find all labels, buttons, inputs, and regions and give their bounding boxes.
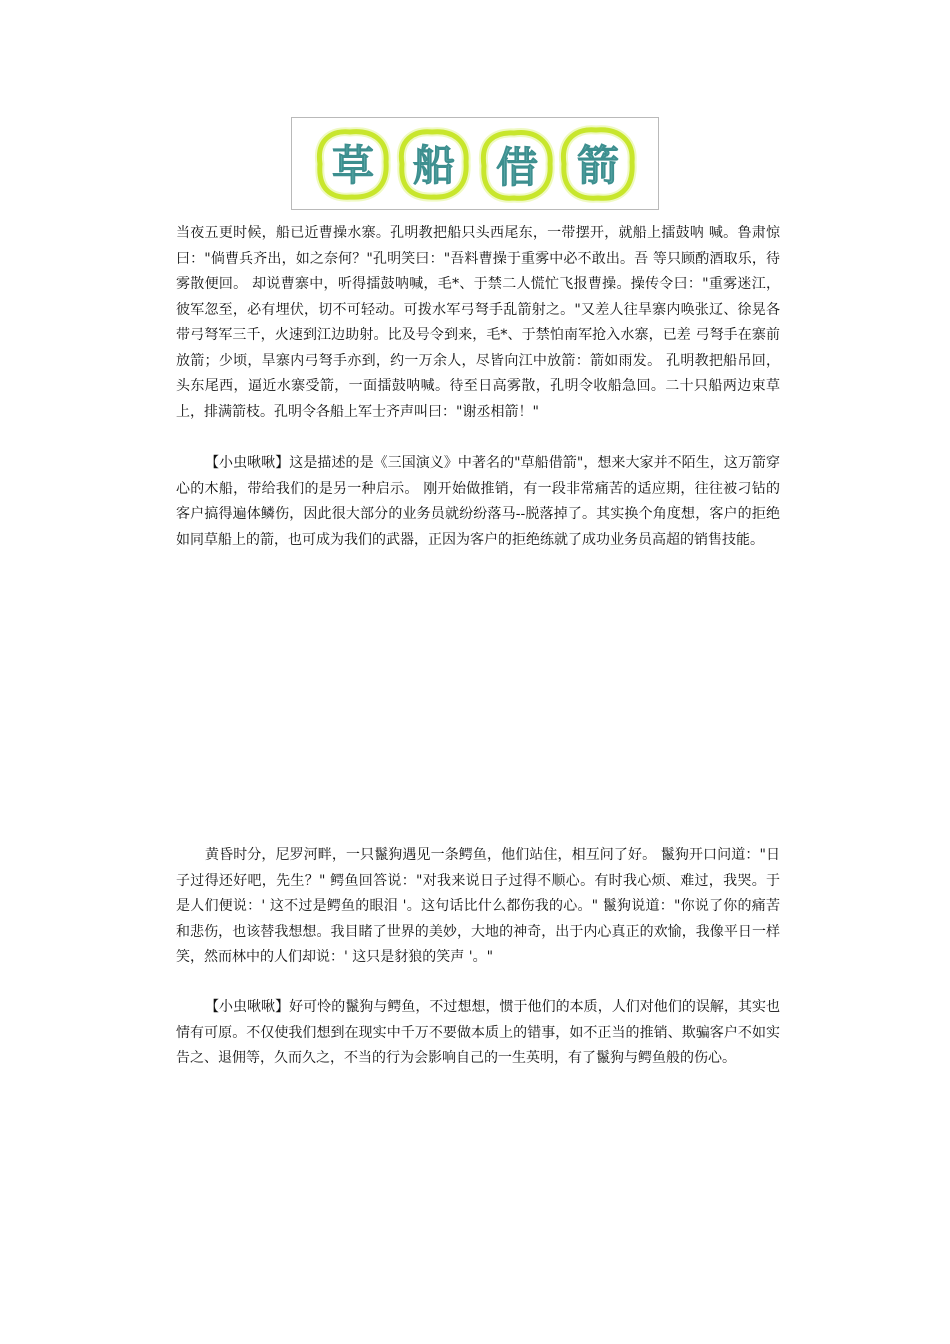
commentary-paragraph-1: 【小虫啾啾】这是描述的是《三国演义》中著名的"草船借箭"，想来大家并不陌生，这万箭穿心的木船，带给我们的是另一种启示。 刚开始做推销，有一段非常痛苦的适应期，往往被刁钻的客户搞得遍体鳞伤，因此很大部分的业务员就纷纷落马--脱落掉了。其实换个角度想，客户的拒绝如同草船上的箭，也可成为我们的武器，正因为客户的拒绝练就了成功业务员高超的销售技能。 [176,455,780,548]
story-paragraph-straw-boats: 当夜五更时候，船已近曹操水寨。孔明教把船只头西尾东，一带摆开，就船上擂鼓呐 喊。鲁肃惊曰："倘曹兵齐出，如之奈何？"孔明笑曰："吾料曹操于重雾中必不敢出。吾 等只顾酌酒取乐，待雾散便回。 却说曹寨中，听得擂鼓呐喊，毛*、于禁二人慌忙飞报曹操。操传令曰："重雾迷江， 彼军忽至，必有埋伏，切不可轻动。可拨水军弓弩手乱箭射之。"又差人往旱寨内唤张辽、徐晃各带弓弩军三千，火速到江边助射。比及号令到来，毛*、于禁怕南军抢入水寨，已差 弓弩手在寨前放箭；少顷，旱寨内弓弩手亦到，约一万余人，尽皆向江中放箭：箭如雨发。 孔明教把船吊回，头东尾西，逼近水寨受箭，一面擂鼓呐喊。待至日高雾散，孔明令收船急回。二十只船两边束草上，排满箭枝。孔明令各船上军士齐声叫曰："谢丞相箭！" [176,225,780,420]
title-banner-art [292,118,660,211]
banner-char-1 [319,132,386,198]
svg-text:箭: 箭 [576,141,620,190]
banner-char-2 [401,132,466,197]
title-banner-image [291,117,659,210]
story-paragraph-hyena-crocodile: 黄昏时分，尼罗河畔，一只鬣狗遇见一条鳄鱼，他们站住，相互问了好。 鬣狗开口问道："日子过得还好吧，先生？" 鳄鱼回答说："对我来说日子过得不顺心。有时我心烦、难过，我哭。于是人们便说：' 这不过是鳄鱼的眼泪 '。这句话比什么都伤我的心。" 鬣狗说道："你说了你的痛苦和悲伤，也该替我想想。我目睹了世界的美妙，大地的神奇，出于内心真正的欢愉，我像平日一样笑，然而林中的人们却说：' 这只是豺狼的笑声 '。" [176,847,780,965]
banner-char-4 [563,130,632,198]
banner-char-3 [483,133,550,199]
svg-text:借: 借 [495,143,539,192]
svg-text:船: 船 [412,141,456,190]
commentary-paragraph-2: 【小虫啾啾】好可怜的鬣狗与鳄鱼，不过想想，惯于他们的本质，人们对他们的误解，其实也情有可原。不仅使我们想到在现实中千万不要做本质上的错事，如不正当的推销、欺骗客户不如实告之、退佣等，久而久之，不当的行为会影响自己的一生英明，有了鬣狗与鳄鱼般的伤心。 [176,999,780,1066]
svg-text:草: 草 [331,141,375,190]
